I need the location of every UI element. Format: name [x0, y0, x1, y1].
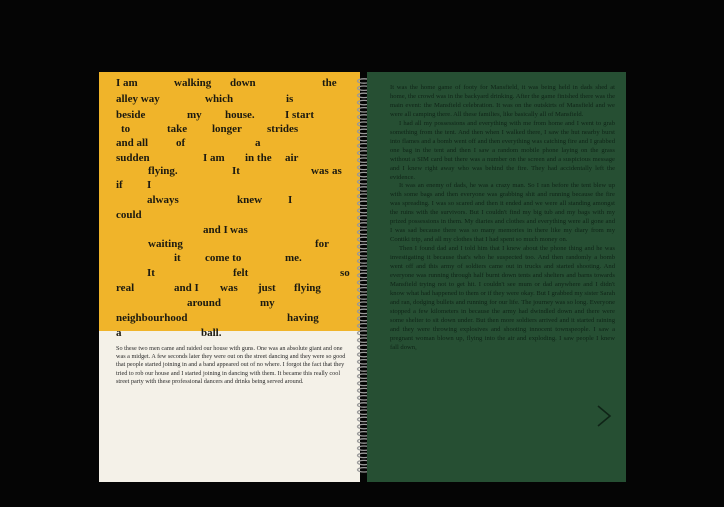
poem-word: sudden	[116, 152, 150, 164]
dream-caption-text: So these two men came and raided our house with guns. One was an absolute giant and one was a midget. A few seconds later they were out on the street dancing and they were so good that people started joining in and a band appeared out of no where. I forgot the fact that they tried to rob our house and I started joining in dancing with them. It became this really cool street party with these professional dancers and drinks being served around.	[116, 345, 346, 385]
poem-word: just	[258, 282, 276, 294]
poem-word: always	[147, 194, 179, 206]
poem-word: I	[288, 194, 293, 206]
poem-word: I am	[116, 77, 138, 89]
poem-word: to	[121, 123, 131, 135]
poem-word: house.	[225, 109, 255, 121]
poem-word: was	[220, 282, 238, 294]
poem-word: was	[311, 165, 329, 177]
poem-word: me.	[285, 252, 302, 264]
story-paragraph: It was an enemy of dads, he was a crazy man. So I ran before the tent blew up with some bags and then everyone was grabbing shit and running because the fire was spreading. I was so scared and then it ended and we were all standing amongst the ruins with the survivors. But I couldn't find my big tub and my bags with my prized possessions in them. My diaries and clothes and everything were all gone and I was sad because there was so many memories in there like my diary from my Contiki trip, and all my clothes that I had spent so much money on.	[390, 182, 615, 244]
poem-word: I	[147, 179, 152, 191]
yellow-poem-panel	[99, 72, 360, 339]
poem-word: it	[174, 252, 181, 264]
story-paragraph: I had all my possessions and everything with me from home and I went to grab something from the tent. And then when I walked there, I saw the hut nearby burst into flames and a bomb went off and then everything was catching fire and I grabbed one bag in the tent and then I saw a random mobile phone laying on the grass without a SIM card but there was a number on the screen and a suspicious message and I knew right away who was behind the fire. They had accidentally left the evidence.	[390, 119, 615, 181]
poem-word: and I	[174, 282, 199, 294]
poem-word: It	[147, 267, 155, 279]
poem-word: for	[315, 238, 330, 250]
story-paragraph: It was the home game of footy for Mansfield, it was being held in dads shed at home, the crowd was in the backyard drinking. After the game finished there was the main event: the Mansfield celebration. It was on the outskirts of Mansfield and we were all camping there. All these families, like basically all of Mansfield.	[390, 84, 615, 118]
poem-word: longer	[212, 123, 242, 135]
poem-word: real	[116, 282, 135, 294]
poem-word: a	[116, 327, 122, 339]
poem-word: walking	[174, 77, 212, 89]
poem-word: so	[340, 267, 350, 279]
poem-word: my	[187, 109, 202, 121]
poem-word: waiting	[148, 238, 183, 250]
poem-word: flying.	[148, 165, 178, 177]
chevron-right-icon	[595, 402, 613, 430]
poem-word: could	[116, 209, 142, 221]
poem-word: is	[286, 93, 294, 105]
poem-word: It	[232, 165, 240, 177]
poem-word: of	[176, 137, 186, 149]
poem-word: in the	[245, 152, 272, 164]
right-page	[367, 72, 626, 482]
poem-word: around	[187, 297, 222, 309]
poem-word: a	[255, 137, 261, 149]
poem-word: knew	[237, 194, 263, 206]
poem-word: ball.	[201, 327, 222, 339]
poem-word: come to	[205, 252, 242, 264]
poem-word: take	[167, 123, 188, 135]
poem-word: flying	[294, 282, 321, 294]
poem-word: down	[230, 77, 256, 89]
poem-word: I am	[203, 152, 225, 164]
story-paragraph: Then I found dad and I told him that I knew about the phone thing and he was investigating it because that's who he suspected too. And then randomly a bomb went off and this army of soldiers came out in trucks and started shooting. And everyone was running through half burnt down tents and shelters and barns towards Mansfield trying not to get hit. I couldn't see mum or dad anywhere and I didn't know what had happened to them or if they were okay. But I grabbed my sister Sarah and ran, dodging bullets and running for our life. The journey was so long. Everyone stopped a few kilometers in because the army had dwindled down and there were some shelter to sit down under. But then more soldiers arrived and it started raining and they were throwing explosives and shooting innocent townspeople. I saw a pregnant woman blown up, flying into the air and exploding. I saw people I knew fall down,	[390, 245, 615, 351]
poem-word: strides	[267, 123, 299, 135]
left-page	[99, 72, 360, 482]
poem-word: and I	[203, 224, 228, 236]
poem-word: neighbourhood	[116, 312, 188, 324]
poem-word: I start	[285, 109, 315, 121]
poem-word: if	[116, 179, 123, 191]
poem-word: alley way	[116, 93, 160, 105]
poem-word: air	[285, 152, 299, 164]
poem-word: my	[260, 297, 275, 309]
poem-word: felt	[233, 267, 249, 279]
poem	[99, 72, 360, 339]
story-text	[390, 84, 615, 353]
poem-word: having	[287, 312, 319, 324]
poem-word: and all	[116, 137, 149, 149]
poem-word: beside	[116, 109, 146, 121]
poem-word: the	[322, 77, 337, 89]
poem-word: as	[332, 165, 342, 177]
poem-word: which	[205, 93, 234, 105]
poem-word: was	[230, 224, 248, 236]
